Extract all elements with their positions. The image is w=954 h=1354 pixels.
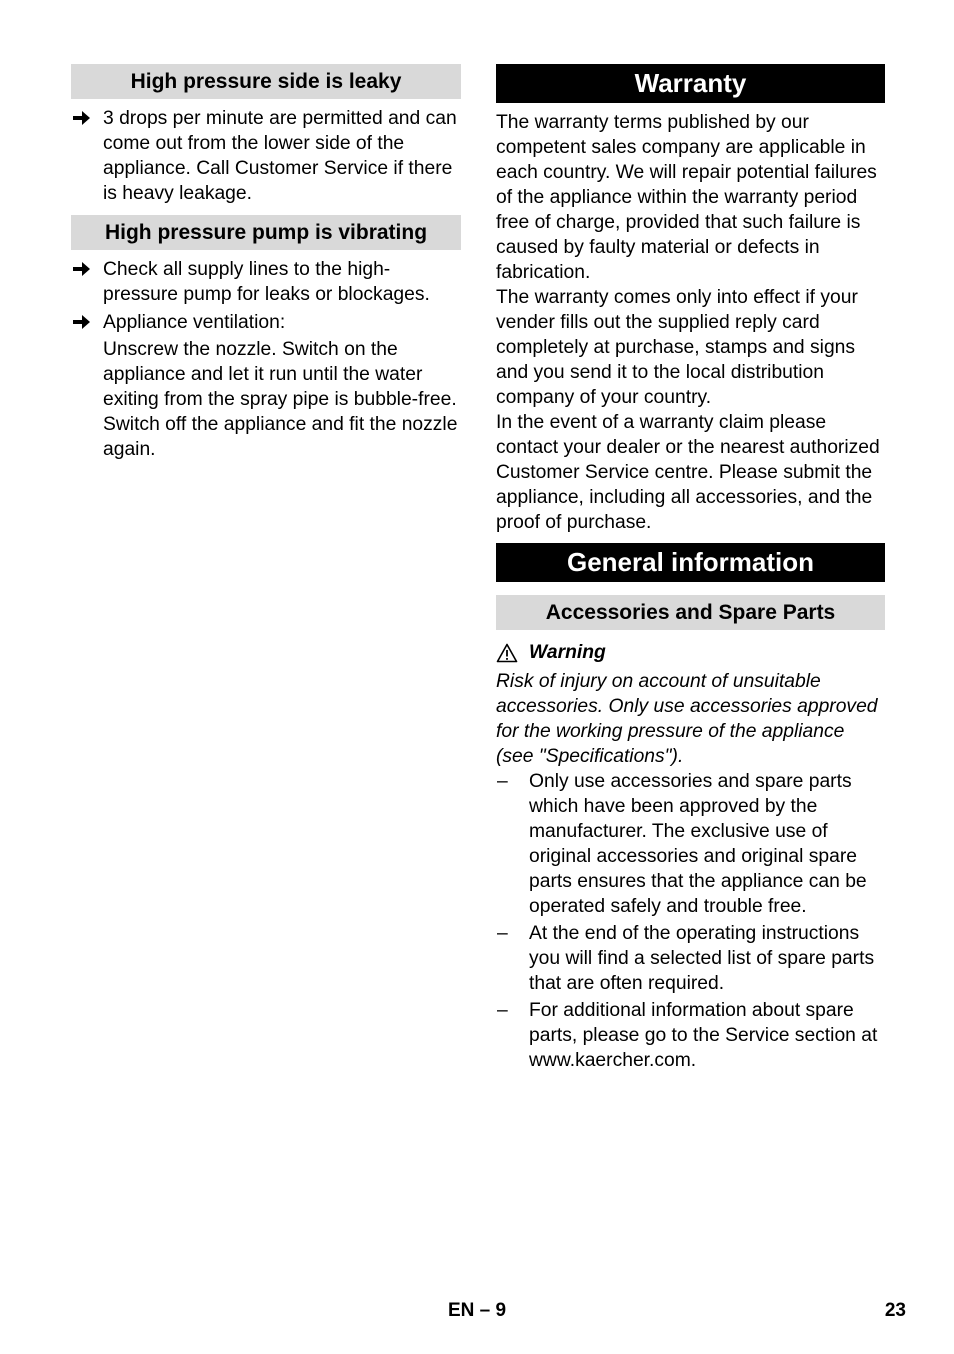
dash-marker: – <box>497 923 508 944</box>
list-item-text: For additional information about spare parts, please go to the Service section at www.kaercher.com. <box>529 1000 878 1071</box>
dash-marker: – <box>497 1000 508 1021</box>
list-item <box>71 257 461 307</box>
arrow-right-icon <box>73 106 95 131</box>
warranty-heading: Warranty <box>496 64 885 103</box>
warranty-paragraph: In the event of a warranty claim please contact your dealer or the nearest authorized Customer Service centre. Please submit the appliance, including all accessories, and the proof of purchase. <box>496 412 880 533</box>
left-column <box>71 64 461 462</box>
warranty-paragraph: The warranty terms published by our competent sales company are applicable in each country. We will repair potential failures of the appliance within the warranty period free of charge, provided that such failure is caused by faulty material or defects in fabrication. <box>496 112 877 283</box>
dash-marker: – <box>497 771 508 792</box>
warning-text: Risk of injury on account of unsuitable accessories. Only use accessories approved for the working pressure of the appliance (see "Specifications"). <box>496 671 878 767</box>
list-item <box>71 106 461 206</box>
list-item <box>496 769 885 919</box>
arrow-right-icon <box>73 257 95 282</box>
accessories-heading: Accessories and Spare Parts <box>496 595 885 630</box>
list-item-text: Only use accessories and spare parts which have been approved by the manufacturer. The exclusive use of original accessories and original spare parts ensures that the appliance can be operated safely and trouble free. <box>529 771 867 917</box>
warranty-paragraph: The warranty comes only into effect if your vender fills out the supplied reply card completely at purchase, stamps and signs and you send it to the local distribution company of your country. <box>496 287 858 408</box>
list-item-text: Appliance ventilation: <box>103 312 286 333</box>
list-item-text: At the end of the operating instructions you will find a selected list of spare parts that are often required. <box>529 923 875 994</box>
warning-label-line <box>496 640 885 665</box>
right-column <box>496 64 885 1073</box>
general-information-heading: General information <box>496 543 885 582</box>
list-item <box>71 310 461 335</box>
list-item-text: 3 drops per minute are permitted and can come out from the lower side of the appliance. Call Customer Service if there is heavy leakage. <box>103 108 457 204</box>
list-item <box>496 998 885 1073</box>
warning-label: Warning <box>529 642 606 663</box>
footer-page-number: 23 <box>884 1300 906 1321</box>
arrow-right-icon <box>73 310 95 335</box>
section-heading-pressure-leaky: High pressure side is leaky <box>71 64 461 99</box>
list-item-text: Check all supply lines to the high-pressure pump for leaks or blockages. <box>103 259 430 305</box>
ventilation-instructions: Unscrew the nozzle. Switch on the appliance and let it run until the water exiting from the spray pipe is bubble-free. Switch off the appliance and fit the nozzle again. <box>103 339 458 460</box>
footer-language-page: EN – 9 <box>448 1300 507 1321</box>
list-item <box>496 921 885 996</box>
section-heading-pump-vibrating: High pressure pump is vibrating <box>71 215 461 250</box>
warning-triangle-icon <box>496 643 518 663</box>
